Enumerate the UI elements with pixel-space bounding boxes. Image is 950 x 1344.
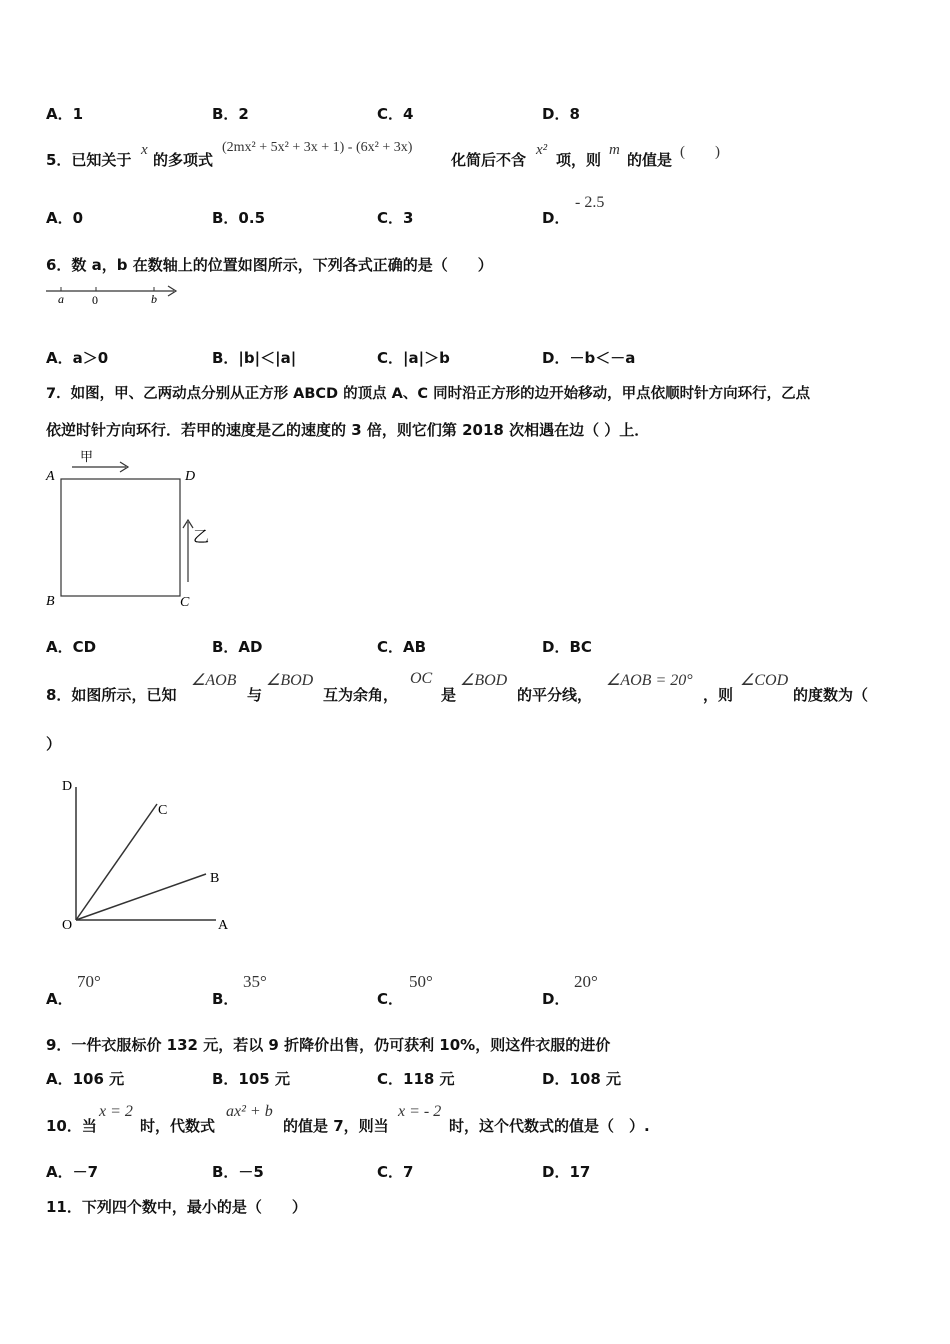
q7-option-c: C．AB [377,638,427,656]
q10-option-c: C．7 [377,1163,414,1181]
q6-option-a: A．a＞0 [46,349,109,367]
q8-angle-bod-2: ∠BOD [460,672,508,689]
q8-close-paren: ） [46,735,62,753]
q10-text1: 时，代数式 [140,1117,216,1135]
q4-option-a: A．1 [46,105,84,123]
q5-option-a: A．0 [46,209,84,227]
q10-option-d: D．17 [542,1163,591,1181]
q10-text2: 的值是 7，则当 [283,1117,389,1135]
q10-expression: ax² + b [226,1103,273,1120]
q5-option-b: B．0.5 [212,209,266,227]
q5-option-c: C．3 [377,209,414,227]
point-o: O [62,918,73,933]
q7-question-line1: 7．如图，甲、乙两动点分别从正方形 ABCD 的顶点 A、C 同时沿正方形的边开始移动，甲点依顺时针方向环行，乙点 [46,386,811,402]
vertex-d: D [185,469,196,484]
q5-option-d-value: - 2.5 [575,194,605,211]
q4-option-b: B．2 [212,105,249,123]
q8-option-c-value: 50° [409,972,433,991]
q8-option-a-value: 70° [77,972,101,991]
point-a: A [218,918,229,933]
angle-figure [56,774,236,936]
label-yi: 乙 [193,529,210,546]
q8-shi: 是 [441,686,457,704]
q5-var-m: m [609,142,620,158]
q8-option-c: C． [377,990,404,1008]
q4-option-d: D．8 [542,105,580,123]
q9-option-d: D．108 元 [542,1070,621,1088]
q8-option-d-value: 20° [574,972,598,991]
q8-prefix: 8．如图所示，已知 [46,686,177,704]
q7-option-a: A．CD [46,638,97,656]
q8-aob-equation: ∠AOB = 20° [606,672,693,689]
vertex-a: A [46,469,55,484]
q6-option-c: C．|a|＞b [377,349,450,367]
q4-option-c: C．4 [377,105,414,123]
q5-option-d: D． [542,209,570,227]
q8-text3: 的度数为（ [793,686,869,704]
q8-option-b-value: 35° [243,972,267,991]
ray-oc [76,804,157,920]
q6-option-d: D．－b＜－a [542,349,636,367]
q11-question: 11．下列四个数中，最小的是（ ） [46,1198,307,1216]
q5-answer-paren: ( ) [680,144,720,160]
q8-option-d: D． [542,990,570,1008]
q9-option-b: B．105 元 [212,1070,290,1088]
label-a: a [58,292,64,306]
q5-suffix1: 化简后不含 [451,151,527,169]
q10-prefix: 10．当 [46,1117,97,1135]
point-b: B [210,871,220,886]
q10-x-equals-2: x = 2 [99,1103,133,1120]
vertex-c: C [180,595,190,610]
point-c: C [158,803,168,818]
q7-question-line2: 依逆时针方向环行．若甲的速度是乙的速度的 3 倍，则它们第 2018 次相遇在边（ ）上． [46,421,650,439]
q8-text1: 互为余角， [323,686,399,704]
q5-suffix2: 项，则 [556,151,602,169]
q8-angle-bod: ∠BOD [266,672,314,689]
q10-option-b: B．－5 [212,1163,264,1181]
point-d: D [62,779,73,794]
square-figure [42,446,222,614]
q8-option-b: B． [212,990,239,1008]
label-b: b [151,292,157,306]
q7-option-b: B．AD [212,638,263,656]
q9-question: 9．一件衣服标价 132 元，若以 9 折降价出售，仍可获利 10%，则这件衣服的进价 [46,1036,611,1054]
q8-option-a: A． [46,990,73,1008]
q6-question: 6．数 a，b 在数轴上的位置如图所示，下列各式正确的是（ ） [46,256,493,274]
q9-option-c: C．118 元 [377,1070,455,1088]
q8-yu: 与 [247,686,263,704]
ray-ob [76,874,206,920]
vertex-b: B [46,594,55,609]
q5-mid: 的多项式 [153,151,214,169]
q8-text2: 的平分线， [517,686,593,704]
q8-ze: ，则 [703,686,734,704]
q8-ray-oc: OC [410,670,433,687]
q5-prefix: 5．已知关于 [46,151,132,169]
q8-angle-aob: ∠AOB [191,672,237,689]
q10-x-equals-neg2: x = - 2 [398,1103,442,1120]
q9-option-a: A．106 元 [46,1070,125,1088]
q6-option-b: B．|b|＜|a| [212,349,297,367]
number-line-figure [44,282,184,308]
q10-option-a: A．－7 [46,1163,99,1181]
label-zero: 0 [92,293,98,307]
square-abcd [61,479,180,596]
label-jia: 甲 [80,449,94,464]
q5-x-squared: x² [536,142,548,158]
q5-var-x: x [141,142,148,158]
q8-angle-cod: ∠COD [740,672,789,689]
q7-option-d: D．BC [542,638,592,656]
q5-suffix3: 的值是 [627,151,673,169]
q5-expression: (2mx² + 5x² + 3x + 1) - (6x² + 3x) [222,140,413,155]
q10-text3: 时，这个代数式的值是（ ）. [449,1117,650,1135]
